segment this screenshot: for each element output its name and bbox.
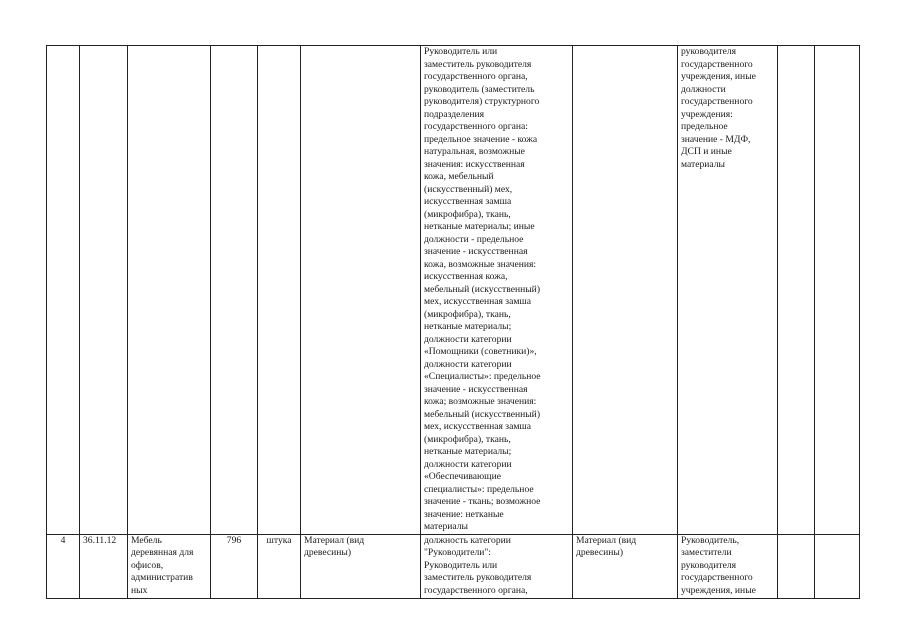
cell-okei-code: 796 (211, 534, 258, 598)
table-row (47, 46, 860, 535)
cell-characteristic: Материал (вид древесины) (301, 534, 421, 598)
cell-extra-2 (815, 534, 860, 598)
cell-okei-code (211, 46, 258, 535)
cell-number: 4 (47, 534, 80, 598)
cell-extra-1 (778, 534, 815, 598)
cell-characteristic-value: Руководитель или заместитель руководителя государственного органа, руководитель (заместитель руководителя) структурного подразделения государственного органа: предельное значение - кожа натуральная, возможные значения: искусственная кожа, мебельный (искусственный) мех, искусственная замша (микрофибра), ткань, нетканые материалы; иные должности - предельное значение - искусственная кожа, возможные значения: искусственная кожа, мебельный (искусственный) мех, искусственная замша (микрофибра), ткань, нетканые материалы; должности категории «Помощники (советники)», должности категории «Специалисты»: предельное значение - искусственная кожа; возможные значения: мебельный (искусственный) мех, искусственная замша (микрофибра), ткань, нетканые материалы; должности категории «Обеспечивающие специалисты»: предельное значение - ткань; возможное значение: нетканые материалы (421, 46, 573, 535)
table-row (47, 534, 860, 598)
cell-extra-2 (815, 46, 860, 535)
specification-table (46, 45, 860, 599)
cell-number (47, 46, 80, 535)
cell-characteristic-2: Материал (вид древесины) (573, 534, 678, 598)
cell-okpd-code (80, 46, 128, 535)
cell-item-name: Мебель деревянная для офисов, административ ных (128, 534, 211, 598)
cell-characteristic-value-2: руководителя государственного учреждения, иные должности государственного учреждения: предельное значение - МДФ, ДСП и иные материалы (678, 46, 778, 535)
cell-extra-1 (778, 46, 815, 535)
cell-item-name (128, 46, 211, 535)
cell-characteristic (301, 46, 421, 535)
cell-characteristic-value-2: Руководитель, заместители руководителя государственного учреждения, иные (678, 534, 778, 598)
cell-okpd-code: 36.11.12 (80, 534, 128, 598)
cell-characteristic-2 (573, 46, 678, 535)
cell-characteristic-value: должность категории "Руководители": Руководитель или заместитель руководителя государственного органа, (421, 534, 573, 598)
cell-okei-name (258, 46, 301, 535)
cell-okei-name: штука (258, 534, 301, 598)
